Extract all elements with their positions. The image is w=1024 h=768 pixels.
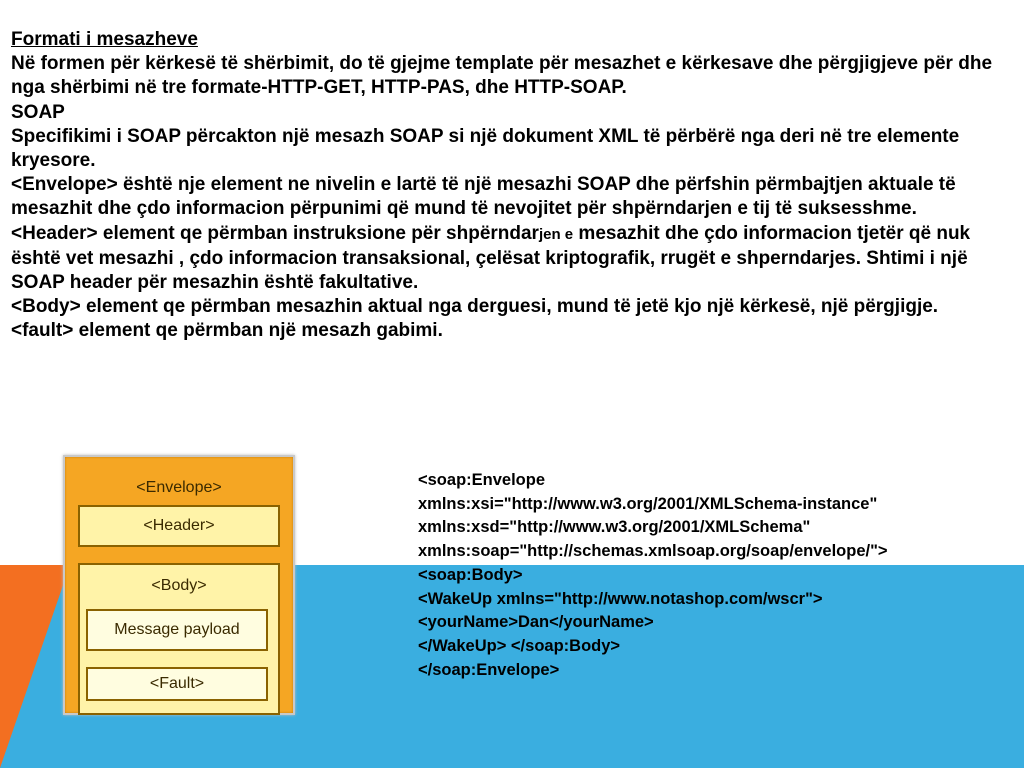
code-line: <WakeUp xmlns="http://www.notashop.com/wscr"> [418, 589, 823, 608]
envelope-paragraph: <Envelope> është nje element ne nivelin e lartë të një mesazhi SOAP dhe përfshin përmbajtjen aktuale të mesazhit dhe çdo informacion përpunimi që mund të nevojitet për shpërndarjen e tij të suksesshme. [11, 174, 956, 220]
soap-heading: SOAP [11, 101, 65, 123]
payload-box [86, 609, 268, 651]
soap-structure-diagram [55, 448, 300, 718]
soap-code-sample [418, 469, 1018, 682]
header-box [78, 505, 280, 547]
code-line: <yourName>Dan</yourName> [418, 613, 654, 632]
envelope-label: <Envelope> [136, 479, 222, 496]
fault-paragraph: <fault> element qe përmban një mesazh gabimi. [11, 320, 443, 342]
fault-label: <Fault> [149, 675, 205, 692]
slide-title: Formati i mesazheve [11, 29, 198, 50]
header-text-b: mesazhit dhe çdo informacion tjetër që nuk është vet mesazhi , çdo informacion transaksional, çelësat kriptografik, rrugët e shperndarjes. Shtimi i një SOAP header për mesazhin është fakultative. [11, 222, 971, 294]
header-text-a: <Header> element qe përmban instruksione për shpërndar [11, 222, 539, 244]
spec-paragraph: Specifikimi i SOAP përcakton një mesazh SOAP si një dokument XML të përbërë nga deri në tre elemente kryesore. [11, 125, 960, 172]
code-line: xmlns:xsd="http://www.w3.org/2001/XMLSchema" [418, 518, 811, 537]
body-paragraph: <Body> element qe përmban mesazhin aktual nga derguesi, mund të jetë kjo një kërkesë, një përgjigje. [11, 296, 939, 318]
code-line: </soap:Envelope> [418, 660, 560, 679]
header-text-small: jen e [538, 225, 574, 243]
intro-paragraph: Në formen për kërkesë të shërbimit, do të gjejme template për mesazhet e kërkesave dhe përgjigjeve për dhe nga shërbimi në tre formate-HTTP-GET, HTTP-PAS, dhe HTTP-SOAP. [11, 53, 993, 99]
header-label: <Header> [143, 517, 215, 534]
payload-label: Message payload [114, 621, 240, 638]
code-line: xmlns:xsi="http://www.w3.org/2001/XMLSchema-instance" [418, 494, 878, 513]
code-line: <soap:Body> [418, 565, 523, 584]
body-label: <Body> [151, 577, 207, 594]
code-line: xmlns:soap="http://schemas.xmlsoap.org/soap/envelope/"> [418, 542, 888, 561]
slide-text [11, 28, 1016, 344]
code-line: </WakeUp> </soap:Body> [418, 636, 621, 655]
header-paragraph [11, 222, 1016, 296]
envelope-box [63, 455, 295, 715]
fault-box [86, 667, 268, 701]
code-line: <soap:Envelope [418, 471, 545, 489]
